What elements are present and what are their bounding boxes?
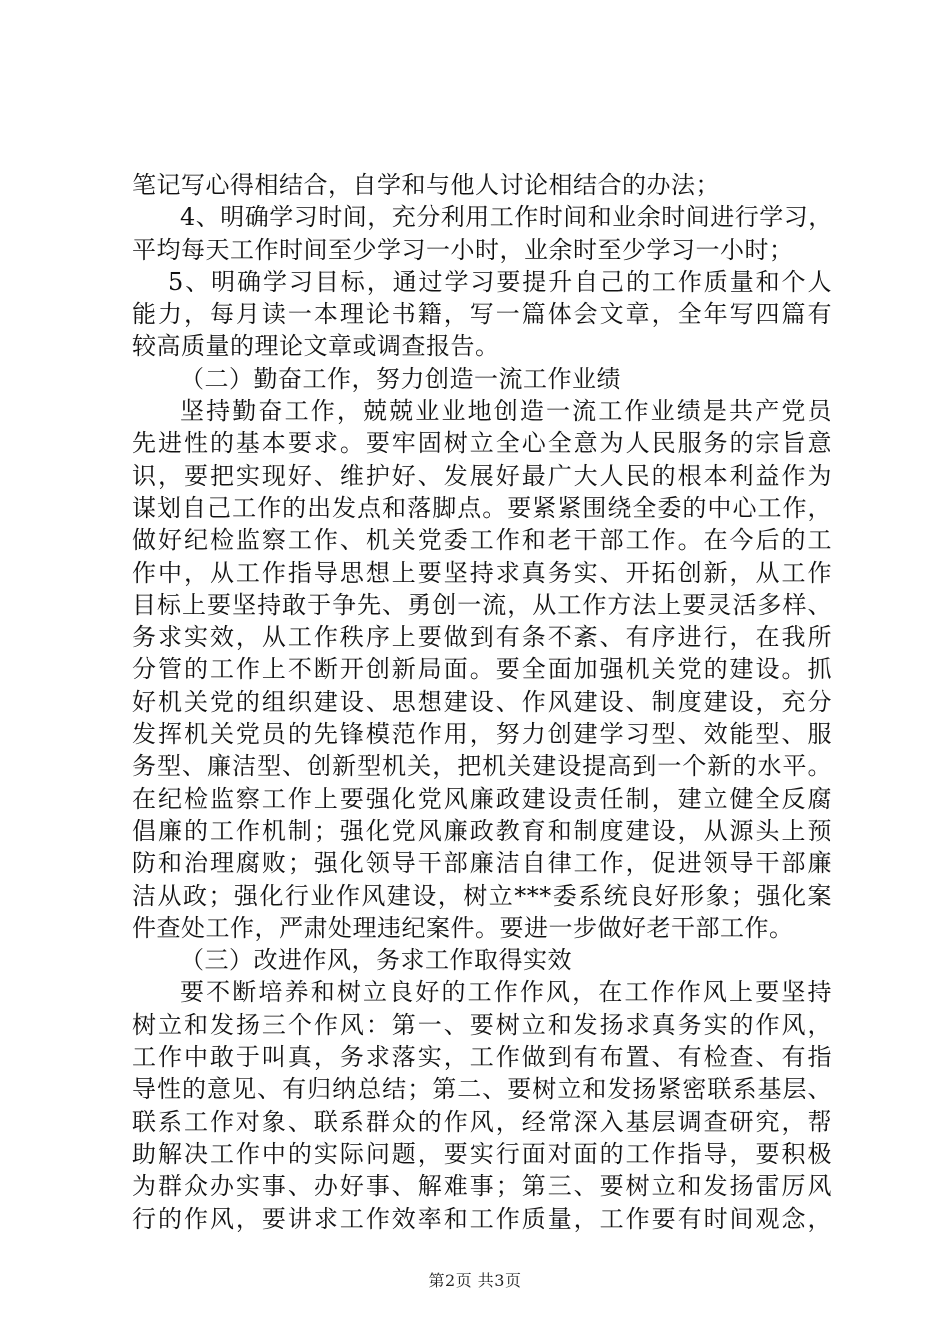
text-line: 5、明确学习目标，通过学习要提升自己的工作质量和个人 [168, 267, 832, 296]
document-body [132, 169, 832, 1235]
text-line: 在纪检监察工作上要强化党风廉政建设责任制，建立健全反腐 [132, 784, 832, 813]
text-line: 导性的意见、有归纳总结；第二、要树立和发扬紧密联系基层、 [132, 1075, 832, 1104]
text-line: 分管的工作上不断开创新局面。要全面加强机关党的建设。抓 [132, 655, 832, 684]
text-line: 工作中敢于叫真，务求落实，工作做到有布置、有检查、有指 [132, 1043, 832, 1072]
text-line: 笔记写心得相结合，自学和与他人讨论相结合的办法； [132, 171, 720, 199]
text-line: 洁从政；强化行业作风建设，树立***委系统良好形象；强化案 [132, 881, 832, 910]
text-line: 要不断培养和树立良好的工作作风，在工作作风上要坚持 [180, 978, 832, 1007]
text-line: 树立和发扬三个作风：第一、要树立和发扬求真务实的作风， [132, 1010, 832, 1039]
page-footer: 第2页 共3页 [428, 1271, 522, 1290]
text-line: （三）改进作风，务求工作取得实效 [180, 946, 572, 975]
text-line: 目标上要坚持敢于争先、勇创一流，从工作方法上要灵活多样、 [132, 590, 832, 619]
text-line: 坚持勤奋工作，兢兢业业地创造一流工作业绩是共产党员 [180, 397, 832, 426]
text-line: 做好纪检监察工作、机关党委工作和老干部工作。在今后的工 [132, 526, 832, 555]
text-line: 联系工作对象、联系群众的作风，经常深入基层调查研究，帮 [132, 1107, 832, 1136]
text-line: 作中，从工作指导思想上要坚持求真务实、开拓创新，从工作 [132, 558, 832, 587]
text-line: 件查处工作，严肃处理违纪案件。要进一步做好老干部工作。 [132, 913, 794, 942]
text-line: 识，要把实现好、维护好、发展好最广大人民的根本利益作为 [132, 461, 832, 490]
text-line: 倡廉的工作机制；强化党风廉政教育和制度建设，从源头上预 [132, 816, 832, 845]
text-line: 谋划自己工作的出发点和落脚点。要紧紧围绕全委的中心工作， [132, 493, 832, 522]
text-line: （二）勤奋工作，努力创造一流工作业绩 [180, 364, 621, 393]
text-line: 防和治理腐败；强化领导干部廉洁自律工作，促进领导干部廉 [132, 849, 832, 878]
text-line: 较高质量的理论文章或调查报告。 [132, 332, 500, 361]
text-line: 行的作风，要讲求工作效率和工作质量，工作要有时间观念， [132, 1204, 832, 1233]
text-line: 好机关党的组织建设、思想建设、作风建设、制度建设，充分 [132, 687, 832, 716]
text-line: 为群众办实事、办好事、解难事；第三、要树立和发扬雷厉风 [132, 1172, 832, 1201]
text-line: 发挥机关党员的先锋模范作用，努力创建学习型、效能型、服 [132, 720, 832, 749]
text-line: 助解决工作中的实际问题，要实行面对面的工作指导，要积极 [132, 1139, 832, 1168]
text-line: 平均每天工作时间至少学习一小时，业余时至少学习一小时； [132, 235, 794, 264]
text-line: 能力，每月读一本理论书籍，写一篇体会文章，全年写四篇有 [132, 300, 832, 329]
text-line: 先进性的基本要求。要牢固树立全心全意为人民服务的宗旨意 [132, 429, 832, 458]
text-line: 务求实效，从工作秩序上要做到有条不紊、有序进行，在我所 [132, 623, 832, 652]
text-line: 4、明确学习时间，充分利用工作时间和业余时间进行学习， [180, 203, 833, 232]
text-line: 务型、廉洁型、创新型机关，把机关建设提高到一个新的水平。 [132, 752, 832, 781]
